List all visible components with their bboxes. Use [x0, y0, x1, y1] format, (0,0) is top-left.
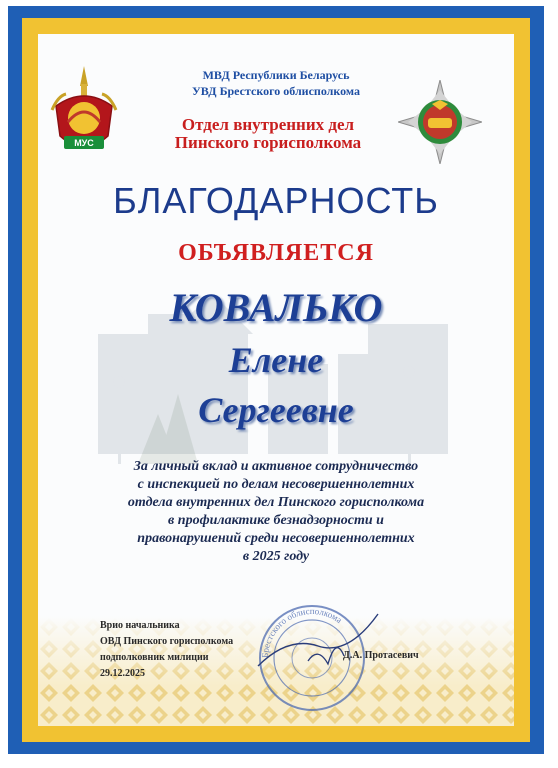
- ministry-line: МВД Республики Беларусь: [202, 68, 350, 82]
- announce-text: ОБЪЯВЛЯЕТСЯ: [178, 240, 374, 266]
- body-line-1: За личный вклад и активное сотрудничество: [133, 459, 419, 474]
- emblem-label: МУС: [74, 138, 94, 148]
- body-line-2: с инспекцией по делам несовершеннолетних: [137, 477, 415, 492]
- signatory-position-1: Врио начальника: [100, 620, 180, 631]
- body-line-6: в 2025 году: [242, 549, 310, 564]
- certificate-body: [38, 34, 514, 726]
- signatory-rank: подполковник милиции: [100, 652, 209, 663]
- body-line-5: правонарушений среди несовершеннолетних: [137, 531, 415, 546]
- recipient-patronymic: Сергеевне: [198, 390, 354, 430]
- body-line-4: в профилактике безнадзорности и: [168, 513, 384, 528]
- recipient-surname: КОВАЛЬКО: [169, 285, 383, 330]
- issue-date: 29.12.2025: [100, 668, 145, 679]
- stamp-text: Брестского облисполкома: [259, 605, 344, 659]
- department-line-2: Пинского горисполкома: [174, 133, 362, 152]
- department-line-1: Отдел внутренних дел: [181, 115, 355, 134]
- signatory-position-2: ОВД Пинского горисполкома: [100, 636, 234, 647]
- directorate-line: УВД Брестского облисполкома: [191, 84, 361, 98]
- body-text: [48, 458, 504, 566]
- body-line-3: отдела внутренних дел Пинского горисполкома: [127, 495, 425, 510]
- signatory-name: Д.А. Протасевич: [343, 650, 419, 661]
- certificate-title: БЛАГОДАРНОСТЬ: [113, 180, 439, 221]
- signatory-block: [100, 618, 300, 682]
- recipient-first-name: Елене: [228, 340, 324, 380]
